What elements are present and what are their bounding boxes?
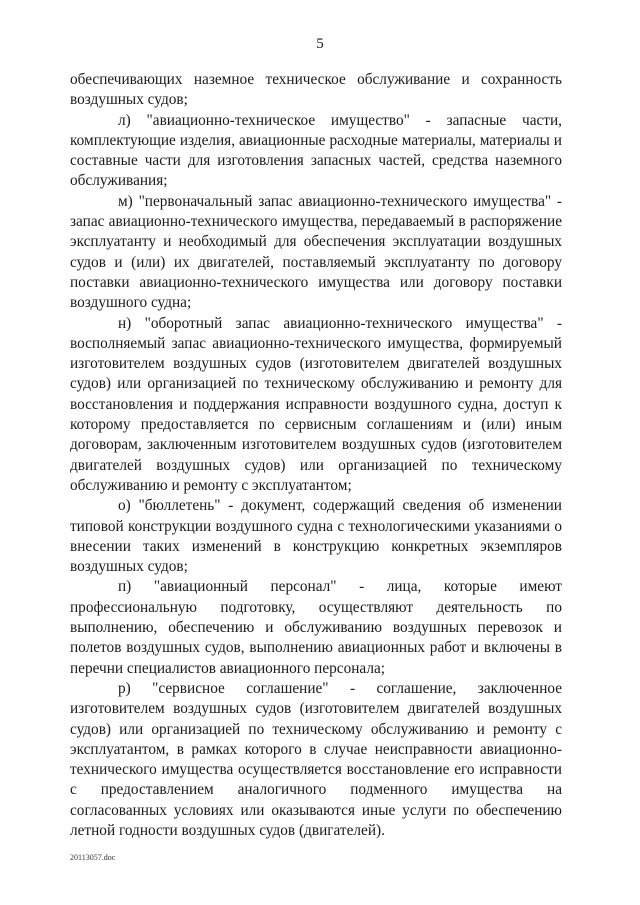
definition-l: л) "авиационно-техническое имущество" - запасные части, комплектующие изделия, авиационные расходные материалы, материалы и составные части для изготовления запасных частей, средства наземного обслуживания;: [70, 111, 562, 190]
page-number: 5: [316, 36, 324, 52]
definition-r: р) "сервисное соглашение" - соглашение, заключенное изготовителем воздушных судов (изготовителем двигателей воздушных судов) или организацией по техническому обслуживанию и ремонту с эксплуатантом, в рамках которого в случае неисправности авиационно-технического имущества осуществляется восстановление его исправности с предоставлением аналогичного подменного имущества на согласованных условиях или оказываются иные услуги по обеспечению летной годности воздушных судов (двигателей).: [70, 679, 562, 839]
document-body: [70, 70, 562, 841]
paragraph-continuation: обеспечивающих наземное техническое обслуживание и сохранность воздушных судов;: [70, 71, 562, 109]
footer-file-code: 20113057.doc: [70, 853, 116, 862]
definition-o: о) "бюллетень" - документ, содержащий сведения об изменении типовой конструкции воздушного судна с технологическими указаниями о внесении таких изменений в конструкцию конкретных экземпляров воздушных судов;: [70, 497, 562, 576]
definition-p: п) "авиационный персонал" - лица, которые имеют профессиональную подготовку, осуществляют деятельность по выполнению, обеспечению и обслуживанию воздушных перевозок и полетов воздушных судов, выполнению авиационных работ и включены в перечни специалистов авиационного персонала;: [70, 578, 562, 677]
definition-m: м) "первоначальный запас авиационно-технического имущества" - запас авиационно-технического имущества, передаваемый в распоряжение эксплуатанту и необходимый для обеспечения эксплуатации воздушных судов и (или) их двигателей, поставляемый эксплуатанту по договору поставки авиационно-технического имущества или договору поставки воздушного судна;: [70, 192, 562, 312]
definition-n: н) "оборотный запас авиационно-технического имущества" - восполняемый запас авиационно-технического имущества, формируемый изготовителем воздушных судов (изготовителем двигателей воздушных судов) или организацией по техническому обслуживанию и ремонту для восстановления и поддержания исправности воздушного судна, доступ к которому предоставляется по сервисным соглашениям и (или) иным договорам, заключенным изготовителем воздушных судов (изготовителем двигателей воздушных судов) или организацией по техническому обслуживанию и ремонту с эксплуатантом;: [70, 314, 562, 494]
